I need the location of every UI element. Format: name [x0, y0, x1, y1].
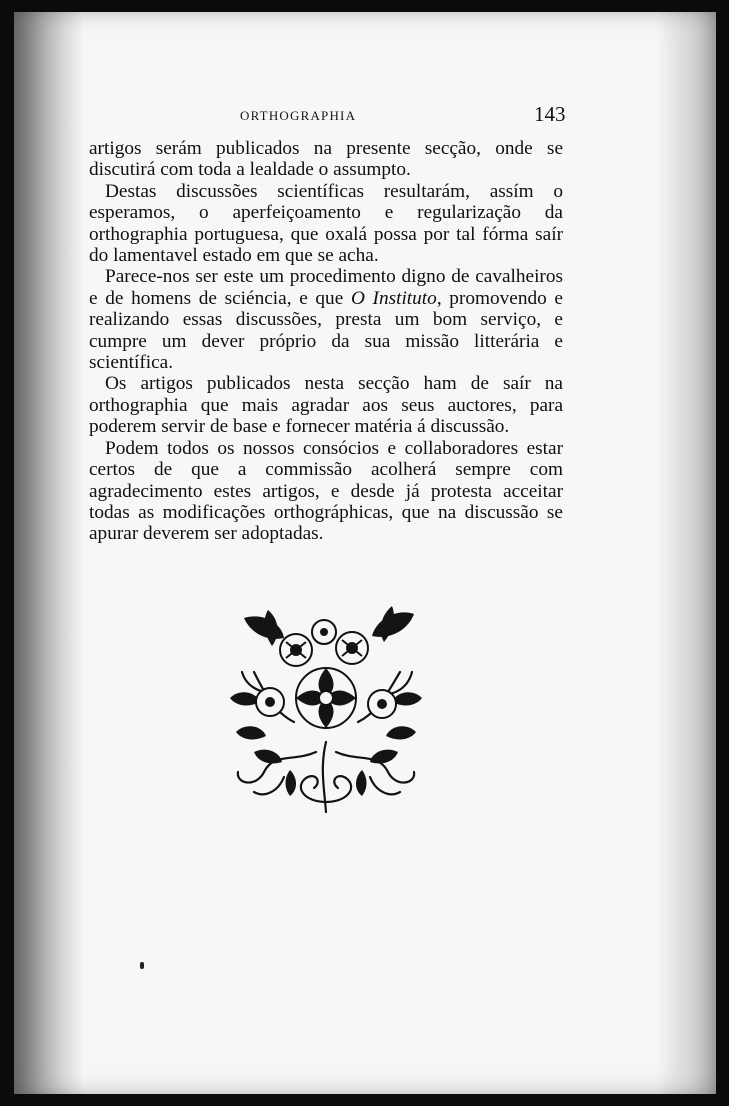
running-title: ORTHOGRAPHIA [240, 108, 357, 123]
journal-title: O Instituto [350, 287, 437, 309]
page-number: 143 [534, 102, 566, 126]
paragraph-3 [89, 266, 563, 373]
floral-vignette-icon [224, 602, 429, 822]
ink-speck [140, 962, 144, 969]
paragraph-4: Os artigos publicados nesta secção ham de saír na orthographia que mais agradar aos seus auctores, para poderem servir de base e fornecer matéria á discussão. [89, 373, 563, 438]
paragraph-2: Destas discussões scientíficas resultarám, assím o esperamos, o aperfeiçoamento e regularização da orthographia portuguesa, que oxalá possa por tal fórma saír do lamentavel estado em que se acha. [89, 180, 563, 267]
paragraph-1: artigos serám publicados na presente secção, onde se discutirá com toda a lealdade o assumpto. [89, 138, 563, 181]
book-page [14, 12, 716, 1094]
body-text [89, 138, 563, 545]
paragraph-5: Podem todos os nossos consócios e collaboradores estar certos de que a commissão acolherá sempre com agradecimento estes artigos, e desde já protesta acceitar todas as modificações orthográphicas, que na discussão se apurar deverem ser adoptadas. [89, 437, 563, 545]
paragraph-3-end: , promovendo e realizando essas discussões, presta um bom serviço, e cumpre um dever próprio da sua missão litterária e scientífica. [89, 287, 563, 374]
running-head [14, 102, 716, 130]
paragraph-3-start: Parece-nos ser este um procedimento digno de cavalheiros e de homens de sciéncia, e que [89, 266, 563, 309]
